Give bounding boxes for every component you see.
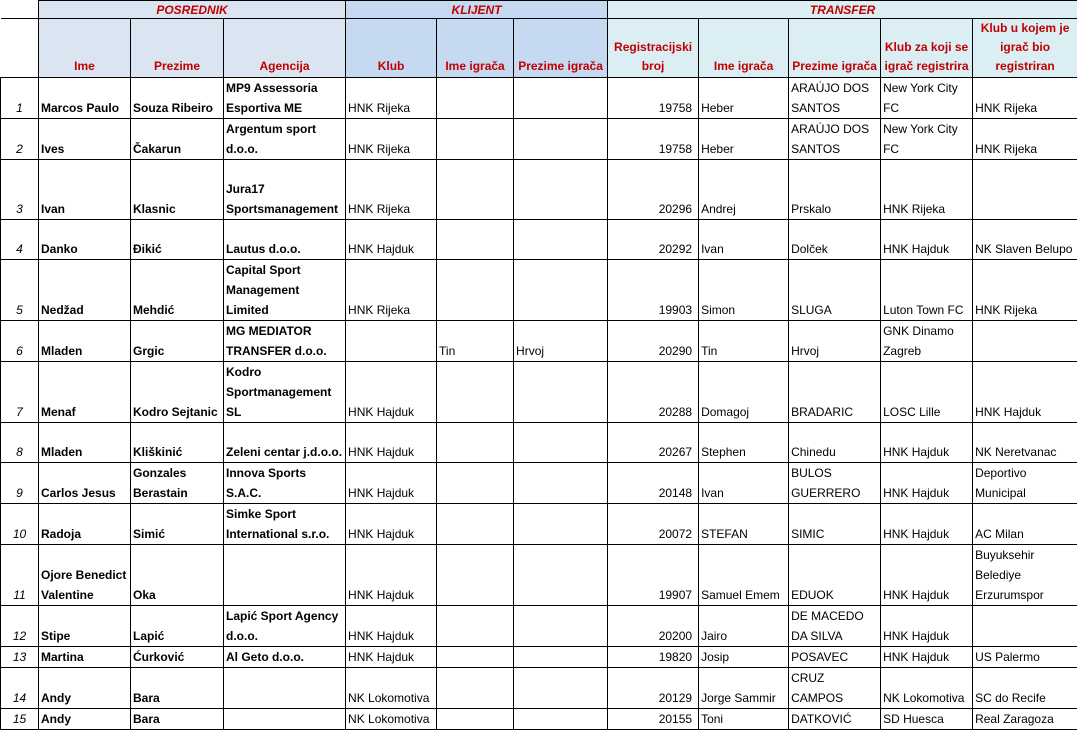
cell-prezime: Oka xyxy=(131,545,224,606)
cell-klub-u-kojem: Real Zaragoza xyxy=(973,709,1077,730)
cell-prezime: Klasnic xyxy=(131,160,224,220)
cell-klijent-ime xyxy=(437,504,514,545)
cell-reg-broj: 20267 xyxy=(608,423,699,463)
cell-klub-u-kojem: SC do Recife xyxy=(973,668,1077,709)
cell-klub: HNK Hajduk xyxy=(346,606,437,647)
cell-agencija: Zeleni centar j.d.o.o. xyxy=(224,423,346,463)
cell-klijent-prezime xyxy=(514,647,608,668)
cell-klub-u-kojem: NK Slaven Belupo xyxy=(973,220,1077,260)
cell-klub-za-koji: SD Huesca xyxy=(881,709,973,730)
group-posrednik: POSREDNIK xyxy=(39,1,346,19)
cell-prezime: Grgic xyxy=(131,321,224,362)
cell-klijent-ime xyxy=(437,119,514,160)
cell-prezime: Bara xyxy=(131,668,224,709)
cell-transfer-ime: Josip xyxy=(699,647,789,668)
cell-klijent-prezime xyxy=(514,463,608,504)
cell-klijent-ime xyxy=(437,709,514,730)
cell-agencija: Simke Sport International s.r.o. xyxy=(224,504,346,545)
cell-prezime: Kliškinić xyxy=(131,423,224,463)
table-row xyxy=(1,709,1077,730)
row-number: 5 xyxy=(1,260,39,321)
cell-ime: Andy xyxy=(39,709,131,730)
cell-ime: Nedžad xyxy=(39,260,131,321)
cell-klub: NK Lokomotiva xyxy=(346,668,437,709)
header-transfer-ime-igraca: Ime igrača xyxy=(699,19,789,78)
header-klub-za-koji: Klub za koji se igrač registrira xyxy=(881,19,973,78)
cell-klub-u-kojem: HNK Rijeka xyxy=(973,119,1077,160)
cell-transfer-ime: Andrej xyxy=(699,160,789,220)
cell-prezime: Gonzales Berastain xyxy=(131,463,224,504)
cell-transfer-prezime: EDUOK xyxy=(789,545,881,606)
cell-reg-broj: 19903 xyxy=(608,260,699,321)
cell-reg-broj: 20148 xyxy=(608,463,699,504)
cell-klijent-ime xyxy=(437,423,514,463)
row-number: 4 xyxy=(1,220,39,260)
cell-klijent-ime xyxy=(437,606,514,647)
cell-klub-za-koji: HNK Hajduk xyxy=(881,504,973,545)
cell-klijent-prezime xyxy=(514,220,608,260)
cell-klijent-prezime xyxy=(514,668,608,709)
cell-reg-broj: 20290 xyxy=(608,321,699,362)
cell-reg-broj: 20072 xyxy=(608,504,699,545)
cell-agencija: Jura17 Sportsmanagement xyxy=(224,160,346,220)
group-klijent: KLIJENT xyxy=(346,1,608,19)
row-number: 6 xyxy=(1,321,39,362)
table-row xyxy=(1,260,1077,321)
cell-klub-za-koji: NK Lokomotiva xyxy=(881,668,973,709)
row-number: 11 xyxy=(1,545,39,606)
cell-transfer-prezime: ARAÚJO DOS SANTOS xyxy=(789,78,881,119)
cell-ime: Ives xyxy=(39,119,131,160)
cell-klub: HNK Hajduk xyxy=(346,545,437,606)
cell-klijent-prezime xyxy=(514,160,608,220)
cell-klub-za-koji: HNK Hajduk xyxy=(881,463,973,504)
table-row xyxy=(1,606,1077,647)
cell-transfer-ime: Tin xyxy=(699,321,789,362)
cell-reg-broj: 20292 xyxy=(608,220,699,260)
cell-ime: Mladen xyxy=(39,321,131,362)
cell-klub: HNK Hajduk xyxy=(346,362,437,423)
cell-transfer-prezime: DE MACEDO DA SILVA xyxy=(789,606,881,647)
row-number: 8 xyxy=(1,423,39,463)
cell-prezime: Bara xyxy=(131,709,224,730)
cell-agencija: Kodro Sportmanagement SL xyxy=(224,362,346,423)
cell-transfer-ime: Ivan xyxy=(699,220,789,260)
cell-transfer-prezime: CRUZ CAMPOS xyxy=(789,668,881,709)
cell-transfer-prezime: BULOS GUERRERO xyxy=(789,463,881,504)
cell-ime: Danko xyxy=(39,220,131,260)
cell-klub-u-kojem: US Palermo xyxy=(973,647,1077,668)
cell-klub-za-koji: New York City FC xyxy=(881,78,973,119)
cell-reg-broj: 19820 xyxy=(608,647,699,668)
table-row xyxy=(1,220,1077,260)
row-number: 12 xyxy=(1,606,39,647)
cell-klub: HNK Hajduk xyxy=(346,423,437,463)
cell-prezime: Simić xyxy=(131,504,224,545)
cell-reg-broj: 20288 xyxy=(608,362,699,423)
cell-klub: HNK Rijeka xyxy=(346,78,437,119)
cell-transfer-ime: STEFAN xyxy=(699,504,789,545)
cell-klub-u-kojem xyxy=(973,321,1077,362)
cell-klijent-ime: Tin xyxy=(437,321,514,362)
row-number: 2 xyxy=(1,119,39,160)
cell-prezime: Đikić xyxy=(131,220,224,260)
cell-klub-za-koji: GNK Dinamo Zagreb xyxy=(881,321,973,362)
table-row xyxy=(1,321,1077,362)
cell-prezime: Kodro Sejtanic xyxy=(131,362,224,423)
cell-transfer-ime: Heber xyxy=(699,119,789,160)
cell-klub-u-kojem xyxy=(973,606,1077,647)
header-ime: Ime xyxy=(39,19,131,78)
cell-klijent-ime xyxy=(437,78,514,119)
corner-cell xyxy=(1,19,39,78)
cell-agencija: Capital Sport Management Limited xyxy=(224,260,346,321)
cell-transfer-prezime: Dolček xyxy=(789,220,881,260)
cell-klub-za-koji: HNK Hajduk xyxy=(881,545,973,606)
cell-prezime: Mehdić xyxy=(131,260,224,321)
cell-transfer-prezime: Hrvoj xyxy=(789,321,881,362)
cell-klub-u-kojem: HNK Hajduk xyxy=(973,362,1077,423)
cell-klub-za-koji: LOSC Lille xyxy=(881,362,973,423)
cell-klijent-prezime xyxy=(514,260,608,321)
table-row xyxy=(1,423,1077,463)
cell-klijent-prezime xyxy=(514,362,608,423)
cell-prezime: Ćurković xyxy=(131,647,224,668)
cell-klijent-prezime xyxy=(514,606,608,647)
cell-transfer-prezime: POSAVEC xyxy=(789,647,881,668)
cell-klub xyxy=(346,321,437,362)
cell-klub-u-kojem: NK Neretvanac xyxy=(973,423,1077,463)
cell-reg-broj: 20155 xyxy=(608,709,699,730)
cell-transfer-prezime: SLUGA xyxy=(789,260,881,321)
cell-transfer-ime: Simon xyxy=(699,260,789,321)
cell-reg-broj: 19758 xyxy=(608,119,699,160)
cell-klub-u-kojem: HNK Rijeka xyxy=(973,260,1077,321)
cell-klub-za-koji: HNK Hajduk xyxy=(881,423,973,463)
header-prezime: Prezime xyxy=(131,19,224,78)
cell-transfer-ime: Ivan xyxy=(699,463,789,504)
row-number: 1 xyxy=(1,78,39,119)
cell-klub-za-koji: HNK Hajduk xyxy=(881,220,973,260)
cell-klub-u-kojem: Buyuksehir Belediye Erzurumspor xyxy=(973,545,1077,606)
table-row xyxy=(1,545,1077,606)
cell-ime: Stipe xyxy=(39,606,131,647)
cell-transfer-prezime: Prskalo xyxy=(789,160,881,220)
cell-transfer-prezime: Chinedu xyxy=(789,423,881,463)
row-number: 15 xyxy=(1,709,39,730)
table-row xyxy=(1,504,1077,545)
cell-klub: HNK Hajduk xyxy=(346,220,437,260)
cell-transfer-ime: Stephen xyxy=(699,423,789,463)
corner-cell xyxy=(1,1,39,19)
cell-klub: HNK Hajduk xyxy=(346,504,437,545)
cell-klub-u-kojem: AC Milan xyxy=(973,504,1077,545)
cell-klub-u-kojem xyxy=(973,160,1077,220)
cell-klub-u-kojem: Deportivo Municipal xyxy=(973,463,1077,504)
cell-reg-broj: 20200 xyxy=(608,606,699,647)
group-transfer: TRANSFER xyxy=(608,1,1077,19)
cell-klub-za-koji: HNK Hajduk xyxy=(881,606,973,647)
cell-agencija: Argentum sport d.o.o. xyxy=(224,119,346,160)
cell-klub: HNK Rijeka xyxy=(346,260,437,321)
cell-klijent-prezime: Hrvoj xyxy=(514,321,608,362)
cell-reg-broj: 19758 xyxy=(608,78,699,119)
row-number: 10 xyxy=(1,504,39,545)
table-row xyxy=(1,78,1077,119)
row-number: 3 xyxy=(1,160,39,220)
cell-klijent-prezime xyxy=(514,119,608,160)
cell-ime: Martina xyxy=(39,647,131,668)
table-row xyxy=(1,119,1077,160)
cell-agencija: Lapić Sport Agency d.o.o. xyxy=(224,606,346,647)
cell-klub-za-koji: HNK Rijeka xyxy=(881,160,973,220)
cell-klijent-prezime xyxy=(514,78,608,119)
header-reg-broj: Registracijski broj xyxy=(608,19,699,78)
table-row xyxy=(1,647,1077,668)
cell-agencija: MP9 Assessoria Esportiva ME xyxy=(224,78,346,119)
cell-ime: Menaf xyxy=(39,362,131,423)
cell-klub: HNK Hajduk xyxy=(346,647,437,668)
cell-transfer-prezime: BRADARIC xyxy=(789,362,881,423)
cell-klub: HNK Rijeka xyxy=(346,119,437,160)
cell-klub-u-kojem: HNK Rijeka xyxy=(973,78,1077,119)
cell-agencija: Al Geto d.o.o. xyxy=(224,647,346,668)
header-transfer-prezime-igraca: Prezime igrača xyxy=(789,19,881,78)
cell-reg-broj: 20296 xyxy=(608,160,699,220)
table-row xyxy=(1,668,1077,709)
cell-transfer-ime: Domagoj xyxy=(699,362,789,423)
cell-ime: Ojore Benedict Valentine xyxy=(39,545,131,606)
cell-agencija: MG MEDIATOR TRANSFER d.o.o. xyxy=(224,321,346,362)
cell-ime: Andy xyxy=(39,668,131,709)
cell-ime: Carlos Jesus xyxy=(39,463,131,504)
cell-transfer-ime: Toni xyxy=(699,709,789,730)
cell-agencija: Innova Sports S.A.C. xyxy=(224,463,346,504)
cell-klijent-ime xyxy=(437,668,514,709)
cell-klijent-ime xyxy=(437,545,514,606)
table-row xyxy=(1,160,1077,220)
cell-klijent-prezime xyxy=(514,423,608,463)
cell-reg-broj: 20129 xyxy=(608,668,699,709)
row-number: 13 xyxy=(1,647,39,668)
cell-klijent-prezime xyxy=(514,504,608,545)
cell-agencija xyxy=(224,709,346,730)
row-number: 9 xyxy=(1,463,39,504)
cell-klijent-prezime xyxy=(514,545,608,606)
cell-klijent-ime xyxy=(437,647,514,668)
cell-ime: Marcos Paulo xyxy=(39,78,131,119)
cell-agencija xyxy=(224,668,346,709)
row-number: 7 xyxy=(1,362,39,423)
cell-prezime: Čakarun xyxy=(131,119,224,160)
cell-agencija xyxy=(224,545,346,606)
group-header-row xyxy=(1,1,1077,19)
cell-klijent-prezime xyxy=(514,709,608,730)
column-header-row xyxy=(1,19,1077,78)
cell-klijent-ime xyxy=(437,362,514,423)
cell-klijent-ime xyxy=(437,220,514,260)
cell-transfer-prezime: DATKOVIĆ xyxy=(789,709,881,730)
cell-transfer-ime: Heber xyxy=(699,78,789,119)
header-klub: Klub xyxy=(346,19,437,78)
header-ime-igraca: Ime igrača xyxy=(437,19,514,78)
cell-ime: Radoja xyxy=(39,504,131,545)
header-klub-u-kojem: Klub u kojem je igrač bio registriran xyxy=(973,19,1077,78)
cell-transfer-ime: Samuel Emem xyxy=(699,545,789,606)
cell-reg-broj: 19907 xyxy=(608,545,699,606)
cell-agencija: Lautus d.o.o. xyxy=(224,220,346,260)
cell-ime: Ivan xyxy=(39,160,131,220)
cell-klub: HNK Hajduk xyxy=(346,463,437,504)
cell-klijent-ime xyxy=(437,260,514,321)
cell-klub-za-koji: HNK Hajduk xyxy=(881,647,973,668)
cell-klub: NK Lokomotiva xyxy=(346,709,437,730)
cell-transfer-ime: Jairo xyxy=(699,606,789,647)
cell-klub: HNK Rijeka xyxy=(346,160,437,220)
cell-transfer-prezime: SIMIC xyxy=(789,504,881,545)
cell-prezime: Lapić xyxy=(131,606,224,647)
cell-klub-za-koji: Luton Town FC xyxy=(881,260,973,321)
row-number: 14 xyxy=(1,668,39,709)
cell-klijent-ime xyxy=(437,463,514,504)
header-agencija: Agencija xyxy=(224,19,346,78)
cell-transfer-prezime: ARAÚJO DOS SANTOS xyxy=(789,119,881,160)
header-prezime-igraca: Prezime igrača xyxy=(514,19,608,78)
cell-klijent-ime xyxy=(437,160,514,220)
table-row xyxy=(1,362,1077,423)
cell-prezime: Souza Ribeiro xyxy=(131,78,224,119)
table-row xyxy=(1,463,1077,504)
cell-ime: Mladen xyxy=(39,423,131,463)
cell-klub-za-koji: New York City FC xyxy=(881,119,973,160)
cell-transfer-ime: Jorge Sammir xyxy=(699,668,789,709)
